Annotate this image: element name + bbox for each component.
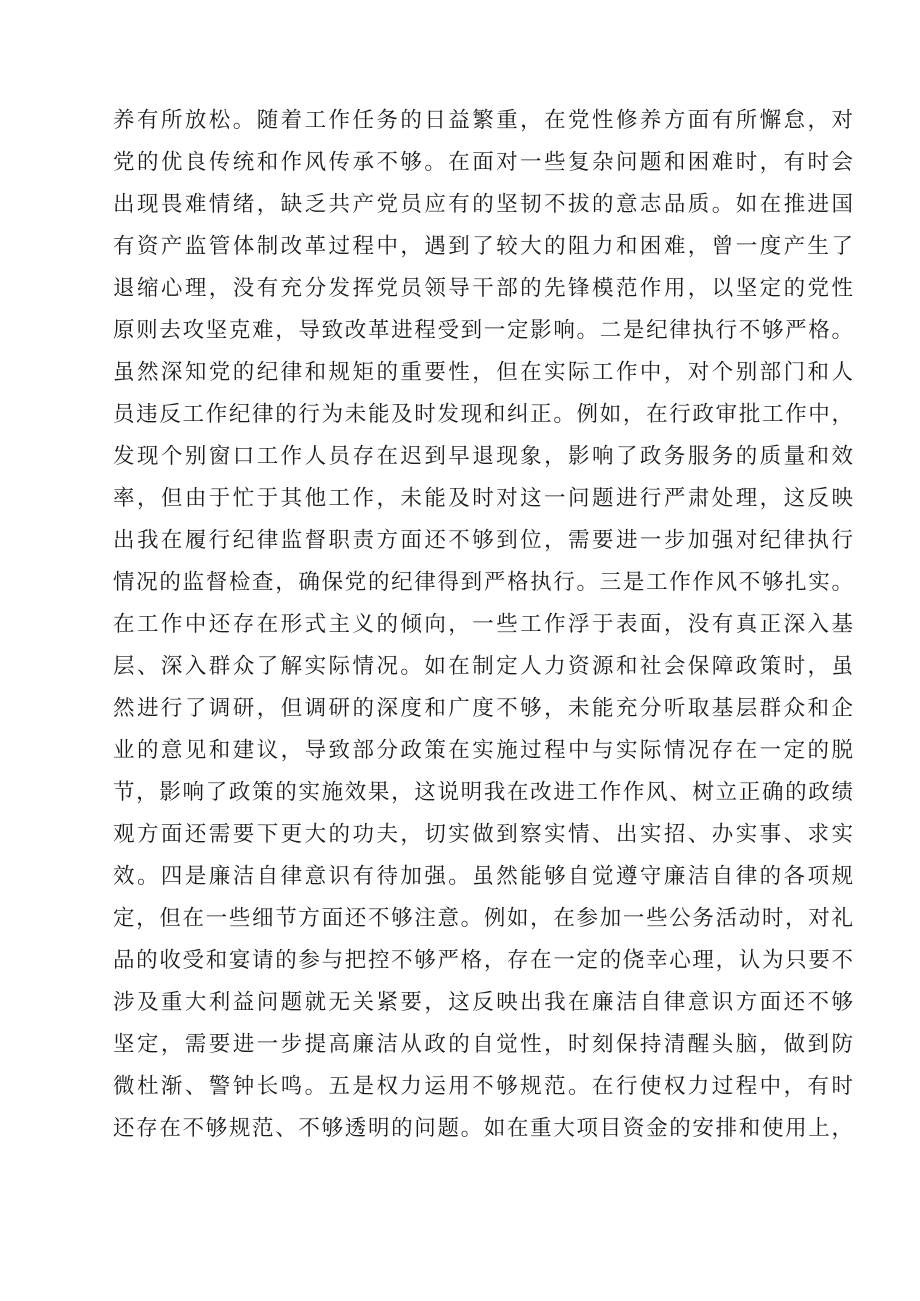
text-line: 养有所放松。随着工作任务的日益繁重，在党性修养方面有所懈怠，对 — [113, 108, 853, 133]
text-line: 退缩心理，没有充分发挥党员领导干部的先锋模范作用，以坚定的党性 — [113, 276, 853, 301]
text-line: 有资产监管体制改革过程中，遇到了较大的阻力和困难，曾一度产生了 — [113, 234, 853, 259]
text-line: 党的优良传统和作风传承不够。在面对一些复杂问题和困难时，有时会 — [113, 150, 853, 175]
text-line: 情况的监督检查，确保党的纪律得到严格执行。三是工作作风不够扎实。 — [113, 570, 853, 595]
text-line: 品的收受和宴请的参与把控不够严格，存在一定的侥幸心理，认为只要不 — [113, 948, 853, 973]
text-line: 率，但由于忙于其他工作，未能及时对这一问题进行严肃处理，这反映 — [113, 486, 853, 511]
text-line: 虽然深知党的纪律和规矩的重要性，但在实际工作中，对个别部门和人 — [113, 360, 853, 385]
body-text — [113, 100, 853, 1150]
text-line: 微杜渐、警钟长鸣。五是权力运用不够规范。在行使权力过程中，有时 — [113, 1074, 853, 1099]
text-line: 发现个别窗口工作人员存在迟到早退现象，影响了政务服务的质量和效 — [113, 444, 853, 469]
text-line: 原则去攻坚克难，导致改革进程受到一定影响。二是纪律执行不够严格。 — [113, 318, 853, 343]
text-line: 员违反工作纪律的行为未能及时发现和纠正。例如，在行政审批工作中， — [113, 402, 853, 427]
text-line: 业的意见和建议，导致部分政策在实施过程中与实际情况存在一定的脱 — [113, 738, 853, 763]
text-line: 定，但在一些细节方面还不够注意。例如，在参加一些公务活动时，对礼 — [113, 906, 853, 931]
text-line: 出现畏难情绪，缺乏共产党员应有的坚韧不拔的意志品质。如在推进国 — [113, 192, 853, 217]
text-line: 然进行了调研，但调研的深度和广度不够，未能充分听取基层群众和企 — [113, 696, 853, 721]
text-line: 出我在履行纪律监督职责方面还不够到位，需要进一步加强对纪律执行 — [113, 528, 853, 553]
text-line: 节，影响了政策的实施效果，这说明我在改进工作作风、树立正确的政绩 — [113, 780, 853, 805]
text-line: 涉及重大利益问题就无关紧要，这反映出我在廉洁自律意识方面还不够 — [113, 990, 853, 1015]
text-line: 效。四是廉洁自律意识有待加强。虽然能够自觉遵守廉洁自律的各项规 — [113, 864, 853, 889]
text-line: 在工作中还存在形式主义的倾向，一些工作浮于表面，没有真正深入基 — [113, 612, 853, 637]
text-line: 坚定，需要进一步提高廉洁从政的自觉性，时刻保持清醒头脑，做到防 — [113, 1032, 853, 1057]
text-line: 还存在不够规范、不够透明的问题。如在重大项目资金的安排和使用上， — [113, 1116, 853, 1141]
text-line: 层、深入群众了解实际情况。如在制定人力资源和社会保障政策时，虽 — [113, 654, 853, 679]
text-line: 观方面还需要下更大的功夫，切实做到察实情、出实招、办实事、求实 — [113, 822, 853, 847]
